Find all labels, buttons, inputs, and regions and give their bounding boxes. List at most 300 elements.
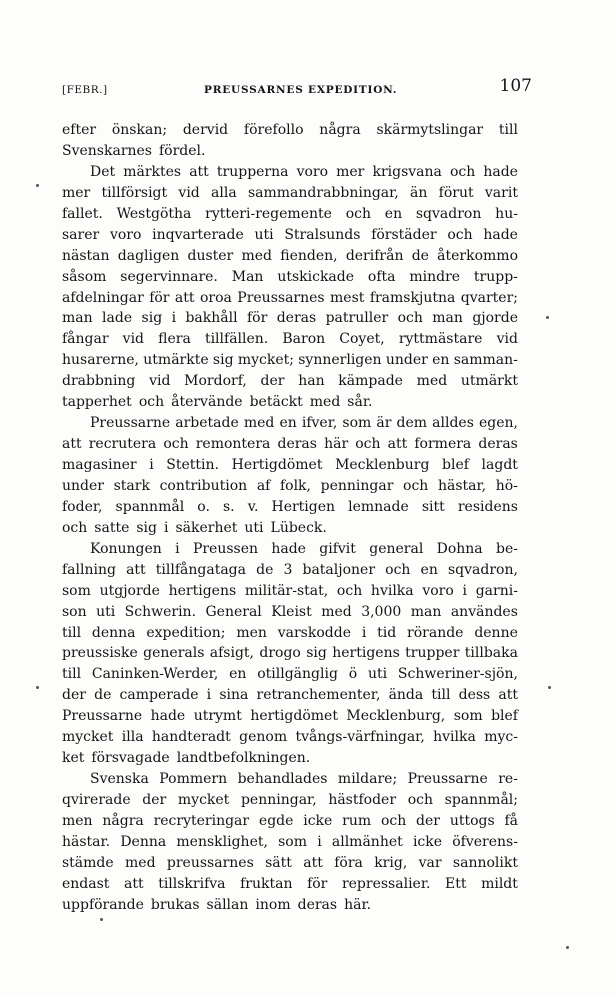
text-line — [62, 853, 518, 874]
text-line — [62, 643, 518, 664]
word: 3,000 — [361, 603, 402, 620]
word: garni- — [475, 582, 518, 599]
word: lade — [102, 310, 133, 327]
text-line — [62, 895, 518, 916]
word: utmärkt — [460, 373, 518, 390]
word: mycket; — [237, 352, 294, 369]
word: och — [449, 163, 476, 180]
text-line — [62, 581, 518, 602]
word: utmärkte — [143, 352, 209, 369]
word: sår. — [347, 394, 373, 411]
text-line — [62, 811, 518, 832]
word: hö- — [495, 477, 518, 494]
word: användes — [450, 603, 518, 620]
word: Ett — [445, 875, 467, 892]
word: tillskrifva — [158, 875, 226, 892]
word: utgjorde — [99, 582, 160, 599]
text-line — [62, 664, 518, 685]
text-line — [62, 225, 518, 246]
word: utskickade — [277, 268, 355, 285]
word: Preussen — [192, 540, 259, 557]
word: sqvadron, — [447, 561, 518, 578]
word: handteradt — [151, 729, 231, 746]
word: Svenskarnes — [62, 142, 152, 159]
word: alla — [211, 184, 237, 201]
word: blef — [442, 457, 469, 473]
word: tillfällen. — [204, 331, 269, 348]
word: afdelningar — [62, 289, 144, 306]
word: dagligen — [117, 247, 180, 264]
word: i — [149, 457, 154, 473]
word: folk, — [279, 477, 311, 494]
word: husarerne, — [62, 352, 139, 369]
word: fallet. — [62, 205, 103, 222]
word: att — [174, 289, 195, 306]
word: recrutera — [88, 436, 157, 453]
word: remontera — [195, 436, 271, 453]
word: Preussarne — [407, 771, 488, 788]
word: icke — [303, 812, 333, 829]
text-line — [62, 434, 518, 455]
word: med — [321, 603, 352, 620]
word: med — [241, 247, 273, 264]
word: i — [462, 582, 467, 599]
word: sqvadron — [415, 205, 482, 222]
word: myc- — [484, 729, 518, 746]
word: denna — [91, 624, 136, 641]
word: penningar — [320, 477, 394, 494]
word: genom — [239, 729, 288, 746]
word: contribution — [159, 477, 248, 494]
word: mildt — [481, 875, 518, 892]
word: varskodde — [277, 624, 351, 641]
word: uppförande — [62, 896, 144, 913]
word: vid — [149, 373, 171, 390]
word: synnerligen — [298, 352, 382, 369]
word: man — [62, 310, 93, 327]
text-line — [62, 308, 518, 329]
word: en — [420, 561, 438, 578]
word: uti — [96, 603, 116, 620]
word: qvirerade — [62, 792, 131, 808]
word: förefollo — [243, 122, 304, 138]
word: få — [504, 812, 518, 829]
word: alldes — [432, 415, 474, 432]
word: arbetade — [175, 415, 239, 432]
word: och — [407, 792, 433, 808]
word: fördel. — [159, 142, 206, 159]
word: i — [361, 624, 367, 641]
word: dess — [458, 687, 491, 704]
word: för — [307, 875, 328, 892]
word: fallning — [62, 561, 116, 578]
word: mindre — [409, 268, 461, 285]
word: Man — [231, 268, 264, 285]
word: utrymt — [193, 708, 242, 725]
word: några — [319, 122, 361, 138]
word: Preussarne — [90, 415, 171, 432]
word: man — [410, 603, 442, 620]
word: skärmytslingar — [376, 122, 484, 138]
word: endast — [62, 875, 110, 892]
word: deras — [297, 896, 338, 913]
word: tvångs-värfningar, — [295, 729, 425, 746]
word: hade — [483, 226, 518, 243]
word: säkerhet — [175, 519, 238, 536]
word: att — [126, 561, 146, 578]
word: general — [369, 540, 424, 557]
word: be- — [495, 540, 518, 557]
word: drabbning — [62, 373, 136, 390]
word: afsigt, — [209, 645, 254, 662]
word: en — [279, 415, 297, 432]
word: deras — [276, 310, 317, 327]
word: och — [163, 436, 189, 453]
word: som — [342, 415, 372, 432]
word: formera — [414, 436, 472, 453]
ink-speck — [100, 918, 103, 921]
word: Mecklenburg, — [346, 708, 446, 725]
text-line — [62, 455, 518, 476]
word: denne — [474, 624, 518, 641]
word: sitt — [421, 498, 445, 515]
word: för — [246, 310, 268, 327]
word: trupperna — [216, 163, 289, 180]
word: tapperhet — [62, 394, 132, 411]
word: spannmål — [115, 498, 185, 515]
word: som — [278, 833, 308, 850]
word: med — [243, 415, 275, 432]
word: brukas — [150, 896, 200, 913]
word: der — [260, 373, 285, 390]
word: att — [303, 854, 323, 871]
word: Preussarne — [62, 708, 143, 725]
word: att — [189, 163, 209, 180]
word: hvilka — [433, 729, 476, 746]
word: ända — [388, 687, 424, 704]
text-line — [62, 350, 518, 371]
ink-speck — [36, 686, 39, 689]
text-line — [62, 518, 518, 539]
text-line — [62, 832, 518, 853]
word: att — [387, 436, 408, 453]
word: med — [309, 394, 341, 411]
word: och — [403, 477, 429, 494]
word: han — [298, 373, 325, 390]
word: och — [397, 310, 423, 327]
word: sarer — [62, 226, 100, 243]
text-line — [62, 204, 518, 225]
word: öfverens- — [452, 833, 518, 850]
word: tillbaka — [464, 645, 518, 662]
word: patruller — [325, 310, 389, 327]
running-head — [62, 76, 532, 102]
word: mer — [62, 184, 91, 201]
word: hertigens — [168, 582, 237, 599]
text-line — [62, 162, 518, 183]
word: fångar — [62, 331, 109, 348]
word: Baron — [282, 331, 326, 348]
word: hade — [150, 708, 186, 725]
word: hade — [483, 163, 518, 180]
word: voro — [109, 226, 142, 243]
word: deras — [277, 436, 317, 453]
word: märktes — [123, 163, 182, 180]
word: recryteringar — [153, 812, 250, 829]
word: mildare; — [337, 771, 398, 788]
ink-speck — [566, 946, 569, 949]
word: trupper — [405, 645, 460, 662]
word: hästar. — [62, 833, 111, 850]
word: några — [102, 812, 144, 829]
word: hade — [271, 540, 306, 557]
word: Denna — [120, 833, 167, 850]
text-line — [62, 183, 518, 204]
word: återkommo — [437, 247, 518, 264]
word: de — [411, 247, 429, 264]
word: uti — [367, 666, 388, 683]
word: hvilka — [370, 582, 414, 599]
word: trupp- — [473, 268, 518, 285]
text-line — [62, 685, 518, 706]
word: sig — [212, 352, 234, 369]
word: att — [498, 687, 518, 704]
word: ryttmästare — [398, 331, 483, 348]
text-line — [62, 706, 518, 727]
word: en — [432, 352, 450, 369]
word: rum — [342, 812, 372, 829]
text-line — [62, 267, 518, 288]
word: föra — [334, 854, 363, 871]
word: här. — [344, 896, 372, 913]
word: försvagade — [91, 750, 170, 767]
word: såsom — [62, 268, 107, 285]
text-line — [62, 727, 518, 748]
word: uti — [254, 226, 274, 243]
word: camperade — [119, 687, 199, 704]
word: återvände — [171, 394, 243, 411]
word: de — [94, 687, 112, 704]
word: hästfoder — [328, 792, 397, 808]
word: hu- — [495, 205, 518, 222]
word: tillfångataga — [155, 561, 246, 578]
word: och — [385, 561, 411, 578]
word: en — [384, 205, 403, 222]
word: Mordorf, — [184, 373, 247, 390]
word: sammandrabbningar, — [247, 184, 399, 201]
word: och — [336, 582, 363, 599]
word: preussarnes — [166, 854, 254, 871]
word: voro — [422, 582, 454, 599]
word: var — [418, 854, 442, 871]
word: tillförsigt — [101, 184, 168, 201]
text-line — [62, 288, 518, 309]
word: som — [453, 708, 483, 725]
word: allmänhet — [331, 833, 403, 850]
word: militär-stat, — [244, 582, 329, 599]
word: Coyet, — [339, 331, 385, 348]
word: ifver, — [301, 415, 338, 432]
word: sig — [141, 310, 163, 327]
word: men — [236, 624, 267, 641]
word: nästan — [62, 247, 110, 264]
word: Hertigdömet — [231, 457, 323, 473]
word: segervinnare. — [120, 268, 218, 285]
word: till — [62, 624, 82, 641]
word: Preussarnes — [237, 289, 325, 306]
word: foder, — [62, 498, 103, 515]
word: under — [385, 352, 428, 369]
word: Lübeck. — [270, 519, 327, 536]
word: till — [62, 666, 82, 683]
word: Westgötha — [116, 205, 192, 222]
word: preussiske — [62, 645, 138, 662]
word: sina — [219, 687, 249, 704]
word: till — [431, 687, 451, 704]
word: och — [138, 394, 165, 411]
word: fienden, — [280, 247, 338, 264]
word: dem — [396, 415, 428, 432]
word: satte — [94, 519, 130, 536]
ink-speck — [36, 184, 39, 187]
word: förstäder — [371, 226, 437, 243]
word: mycket — [177, 792, 230, 808]
word: gjorde — [472, 310, 518, 327]
word: 3 — [283, 561, 293, 578]
text-line — [62, 329, 518, 350]
word: än — [410, 184, 428, 201]
text-line — [62, 120, 518, 141]
word: voro — [296, 163, 329, 180]
word: duster — [187, 247, 234, 264]
text-line — [62, 602, 518, 623]
word: mensklighet, — [176, 833, 268, 850]
text-line — [62, 748, 518, 769]
word: oroa — [199, 289, 232, 306]
word: mest — [330, 289, 365, 306]
word: retranchementer, — [256, 687, 381, 704]
ink-speck — [548, 686, 551, 689]
word: ofta — [367, 268, 396, 285]
text-line — [62, 623, 518, 644]
ink-speck — [546, 316, 549, 319]
text-line — [62, 246, 518, 267]
word: ket — [62, 750, 85, 767]
word: Stralsunds — [284, 226, 361, 243]
word: och — [447, 226, 473, 243]
word: stämde — [62, 854, 114, 871]
word: vid — [122, 331, 145, 348]
word: inom — [255, 896, 291, 913]
word: sig — [136, 519, 157, 536]
word: stark — [113, 477, 150, 494]
word: der — [142, 792, 167, 808]
word: spannmål; — [444, 792, 518, 808]
word: betäckt — [249, 394, 303, 411]
word: lemnade — [348, 498, 409, 515]
word: med — [416, 373, 448, 390]
word: att — [62, 436, 82, 453]
word: kämpade — [338, 373, 403, 390]
word: vid — [178, 184, 200, 201]
word: dervid — [182, 122, 229, 138]
word: under — [62, 477, 104, 494]
word: inqvarterade — [152, 226, 244, 243]
word: sig — [306, 645, 327, 662]
word: efter — [62, 122, 97, 138]
text-line — [62, 790, 518, 811]
word: man — [432, 310, 463, 327]
word: Stettin. — [166, 457, 219, 473]
word: sätt — [265, 854, 292, 871]
text-line — [62, 497, 518, 518]
word: fruktan — [240, 875, 293, 892]
word: är — [376, 415, 392, 432]
word: magasiner — [62, 457, 137, 473]
word: mycket — [62, 729, 114, 746]
text-line — [62, 413, 518, 434]
word: en — [229, 666, 247, 683]
word: önskan; — [111, 122, 168, 138]
word: Schweriner-sjön, — [397, 666, 518, 683]
word: sannolikt — [452, 854, 518, 871]
word: krig, — [374, 854, 408, 871]
word: Mecklenburg — [335, 457, 430, 473]
section-label: [FEBR.] — [62, 84, 108, 96]
word: i — [175, 540, 180, 557]
word: hertigdömet — [250, 708, 338, 725]
word: rytteri-regemente — [205, 205, 332, 222]
word: och — [355, 436, 381, 453]
word: v. — [247, 498, 259, 515]
word: Det — [90, 163, 116, 180]
word: bataljoner — [302, 561, 376, 578]
text-line — [62, 141, 518, 162]
word: i — [206, 687, 212, 704]
word: Svenska — [90, 771, 149, 788]
text-line — [62, 769, 518, 790]
word: tid — [377, 624, 397, 641]
word: samman- — [453, 352, 518, 369]
word: landtbefolkningen. — [176, 750, 311, 767]
word: krigsvana — [372, 163, 442, 180]
text-line — [62, 371, 518, 392]
word: der — [62, 687, 86, 704]
word: i — [171, 310, 177, 327]
word: med — [125, 854, 156, 871]
word: Dohna — [436, 540, 483, 557]
word: illa — [121, 729, 144, 746]
word: Caninken-Werder, — [91, 666, 219, 683]
text-line — [62, 560, 518, 581]
text-line — [62, 392, 518, 413]
word: General — [205, 603, 262, 620]
word: och — [62, 519, 88, 536]
word: egen, — [479, 415, 518, 432]
word: hertigens — [332, 645, 400, 662]
word: o. — [197, 498, 210, 515]
word: behandlades — [237, 771, 328, 788]
word: uti — [244, 519, 264, 536]
word: som — [62, 582, 91, 599]
word: vid — [496, 331, 518, 348]
word: Pommern — [159, 771, 228, 788]
word: re- — [498, 771, 518, 788]
word: förut — [438, 184, 474, 201]
word: uttogs — [449, 812, 495, 829]
page-number: 107 — [499, 76, 532, 96]
word: att — [124, 875, 144, 892]
